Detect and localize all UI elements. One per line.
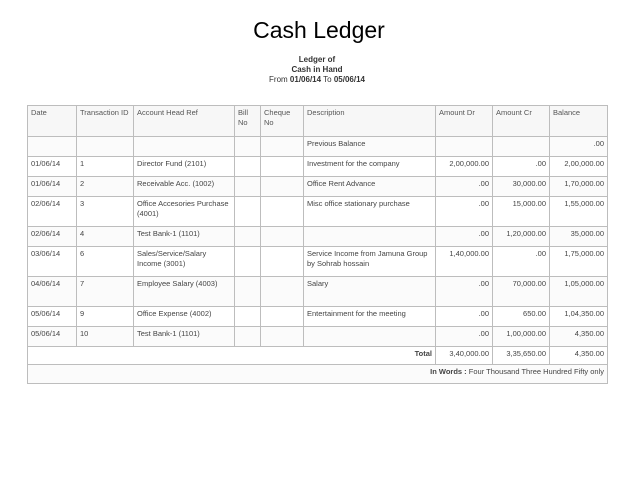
cell-account: Office Accesories Purchase (4001): [134, 197, 235, 227]
cell-dr: .00: [436, 307, 493, 327]
cell-account: Test Bank-1 (1101): [134, 227, 235, 247]
cell-account: Office Expense (4002): [134, 307, 235, 327]
cell-tid: 3: [77, 197, 134, 227]
cell-dr: .00: [436, 227, 493, 247]
cell-balance: 1,55,000.00: [550, 197, 608, 227]
cell-balance: 4,350.00: [550, 327, 608, 347]
cell-dr: .00: [436, 197, 493, 227]
cell-dr: .00: [436, 177, 493, 197]
cell-bill: [235, 247, 261, 277]
cell-cheque: [261, 277, 304, 307]
cell-bill: [235, 327, 261, 347]
cell-balance: 2,00,000.00: [550, 157, 608, 177]
in-words-row: [28, 365, 608, 384]
table-row: [28, 177, 608, 197]
slide-title: Cash Ledger: [253, 17, 385, 43]
ledger-table: [27, 105, 608, 384]
total-balance: 4,350.00: [550, 347, 608, 365]
cell-cheque: [261, 327, 304, 347]
total-label: Total: [28, 347, 436, 365]
cell-bill: [235, 177, 261, 197]
cell-date: 05/06/14: [28, 307, 77, 327]
col-description: Description: [304, 106, 436, 137]
cell-date: 05/06/14: [28, 327, 77, 347]
table-row: [28, 327, 608, 347]
cell-date: 03/06/14: [28, 247, 77, 277]
cell-date: 02/06/14: [28, 227, 77, 247]
cell-tid: 2: [77, 177, 134, 197]
col-bill-no: Bill No: [235, 106, 261, 137]
cell-tid: 1: [77, 157, 134, 177]
in-words-value: Four Thousand Three Hundred Fifty only: [468, 367, 604, 376]
cell-cr: 30,000.00: [493, 177, 550, 197]
cell-cheque: [261, 157, 304, 177]
cell-description: [304, 327, 436, 347]
cell-account: Sales/Service/Salary Income (3001): [134, 247, 235, 277]
cell-description: Misc office stationary purchase: [304, 197, 436, 227]
cell-cr: .00: [493, 157, 550, 177]
report-line-1: Ledger of: [298, 55, 336, 64]
cell-balance: 35,000.00: [550, 227, 608, 247]
table-row: [28, 227, 608, 247]
cell-date: 04/06/14: [28, 277, 77, 307]
cell-dr: 1,40,000.00: [436, 247, 493, 277]
col-amount-dr: Amount Dr: [436, 106, 493, 137]
table-row: [28, 277, 608, 307]
cell-tid: 9: [77, 307, 134, 327]
cell-cr: 70,000.00: [493, 277, 550, 307]
cell-tid: 10: [77, 327, 134, 347]
previous-balance-value: .00: [550, 137, 608, 157]
cell-date: 01/06/14: [28, 157, 77, 177]
cell-cr: 650.00: [493, 307, 550, 327]
table-row: [28, 157, 608, 177]
cell-bill: [235, 157, 261, 177]
table-row: [28, 197, 608, 227]
table-header-row: [28, 106, 608, 137]
cell-cheque: [261, 197, 304, 227]
col-account-head-ref: Account Head Ref: [134, 106, 235, 137]
cell-description: Entertainment for the meeting: [304, 307, 436, 327]
previous-balance-row: [28, 137, 608, 157]
cell-cheque: [261, 307, 304, 327]
col-transaction-id: Transaction ID: [77, 106, 134, 137]
cell-balance: 1,04,350.00: [550, 307, 608, 327]
total-cr: 3,35,650.00: [493, 347, 550, 365]
to-date: 05/06/14: [333, 75, 365, 84]
cell-account: Receivable Acc. (1002): [134, 177, 235, 197]
cell-dr: .00: [436, 277, 493, 307]
cell-bill: [235, 277, 261, 307]
cell-account: Test Bank-1 (1101): [134, 327, 235, 347]
cell-cr: .00: [493, 247, 550, 277]
cell-account: Director Fund (2101): [134, 157, 235, 177]
cell-description: Salary: [304, 277, 436, 307]
cell-tid: 7: [77, 277, 134, 307]
col-amount-cr: Amount Cr: [493, 106, 550, 137]
table-row: [28, 247, 608, 277]
cell-balance: 1,05,000.00: [550, 277, 608, 307]
cell-cr: 1,20,000.00: [493, 227, 550, 247]
cell-date: 02/06/14: [28, 197, 77, 227]
cell-description: Service Income from Jamuna Group by Sohrab hossain: [304, 247, 436, 277]
cell-dr: 2,00,000.00: [436, 157, 493, 177]
ledger-document: [27, 55, 607, 376]
total-row: [28, 347, 608, 365]
col-balance: Balance: [550, 106, 608, 137]
cell-account: Employee Salary (4003): [134, 277, 235, 307]
cell-bill: [235, 227, 261, 247]
cell-tid: 4: [77, 227, 134, 247]
cell-description: Office Rent Advance: [304, 177, 436, 197]
cell-cheque: [261, 177, 304, 197]
cell-dr: .00: [436, 327, 493, 347]
cell-cr: 1,00,000.00: [493, 327, 550, 347]
total-dr: 3,40,000.00: [436, 347, 493, 365]
in-words-label: In Words :: [430, 367, 467, 376]
cell-balance: 1,75,000.00: [550, 247, 608, 277]
cell-tid: 6: [77, 247, 134, 277]
table-row: [28, 307, 608, 327]
cell-cheque: [261, 227, 304, 247]
col-cheque-no: Cheque No: [261, 106, 304, 137]
cell-bill: [235, 197, 261, 227]
cell-bill: [235, 307, 261, 327]
from-date: 01/06/14: [289, 75, 322, 84]
report-header: [27, 55, 607, 85]
cell-date: 01/06/14: [28, 177, 77, 197]
report-date-range: [27, 75, 607, 85]
cell-description: [304, 227, 436, 247]
cell-balance: 1,70,000.00: [550, 177, 608, 197]
to-label: To: [323, 75, 332, 84]
from-label: From: [269, 75, 288, 84]
col-date: Date: [28, 106, 77, 137]
cell-cr: 15,000.00: [493, 197, 550, 227]
report-line-2: Cash in Hand: [291, 65, 343, 74]
cell-description: Investment for the company: [304, 157, 436, 177]
cell-cheque: [261, 247, 304, 277]
previous-balance-label: Previous Balance: [304, 137, 436, 157]
